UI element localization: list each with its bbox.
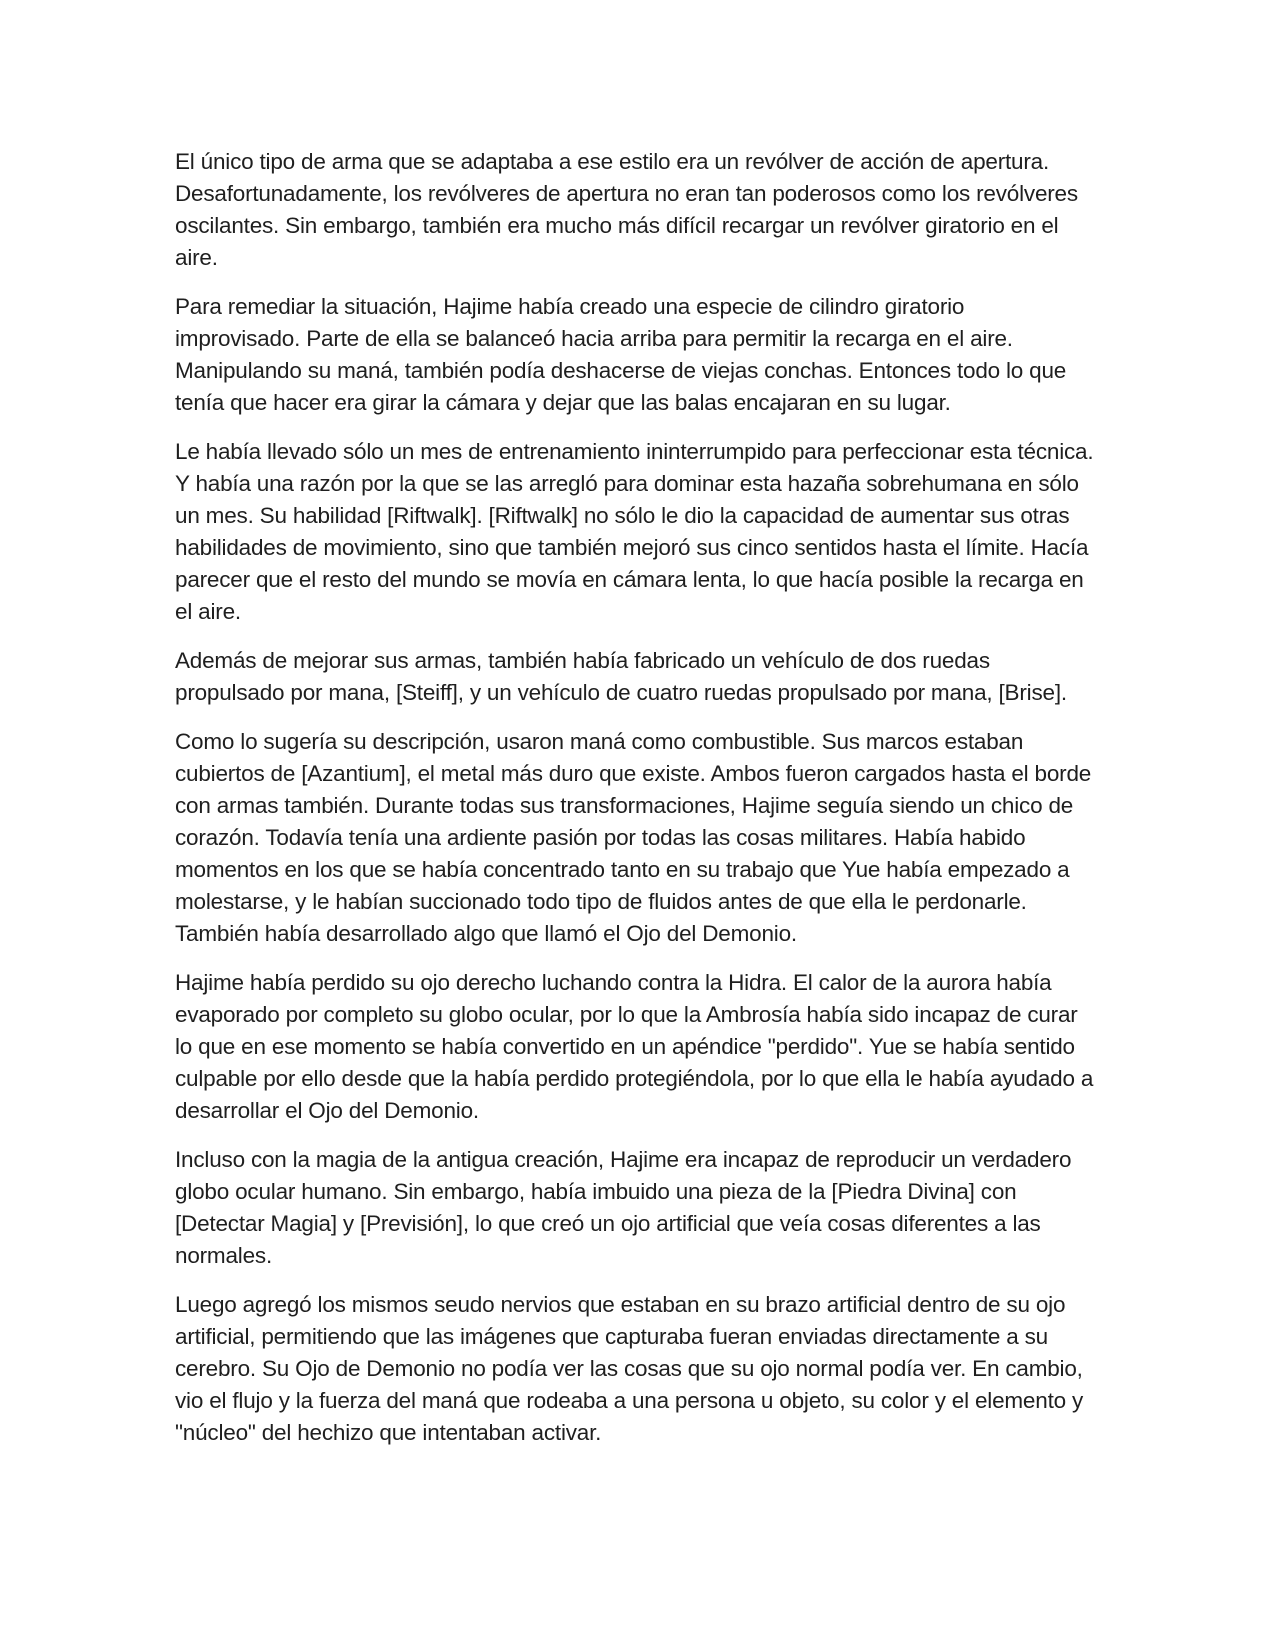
paragraph-2: Para remediar la situación, Hajime había creado una especie de cilindro giratorio improvisado. Parte de ella se balanceó hacia arriba para permitir la recarga en el aire. Manipulando su maná, también podía deshacerse de viejas conchas. Entonces todo lo que tenía que hacer era girar la cámara y dejar que las balas encajaran en su lugar. <box>175 294 1067 415</box>
paragraph-4: Además de mejorar sus armas, también había fabricado un vehículo de dos ruedas propulsado por mana, [Steiff], y un vehículo de cuatro ruedas propulsado por mana, [Brise]. <box>175 648 1067 705</box>
document-page <box>175 146 1095 1466</box>
paragraph-3: Le había llevado sólo un mes de entrenamiento ininterrumpido para perfeccionar esta técnica. Y había una razón por la que se las arregló para dominar esta hazaña sobrehumana en sólo un mes. Su habilidad [Riftwalk]. [Riftwalk] no sólo le dio la capacidad de aumentar sus otras habilidades de movimiento, sino que también mejoró sus cinco sentidos hasta el límite. Hacía parecer que el resto del mundo se movía en cámara lenta, lo que hacía posible la recarga en el aire. <box>175 439 1094 624</box>
paragraph-5: Como lo sugería su descripción, usaron maná como combustible. Sus marcos estaban cubiertos de [Azantium], el metal más duro que existe. Ambos fueron cargados hasta el borde con armas también. Durante todas sus transformaciones, Hajime seguía siendo un chico de corazón. Todavía tenía una ardiente pasión por todas las cosas militares. Había habido momentos en los que se había concentrado tanto en su trabajo que Yue había empezado a molestarse, y le habían succionado todo tipo de fluidos antes de que ella le perdonarle. También había desarrollado algo que llamó el Ojo del Demonio. <box>175 729 1092 946</box>
paragraph-1: El único tipo de arma que se adaptaba a ese estilo era un revólver de acción de apertura. Desafortunadamente, los revólveres de apertura no eran tan poderosos como los revólveres oscilantes. Sin embargo, también era mucho más difícil recargar un revólver giratorio en el aire. <box>175 149 1078 270</box>
paragraph-7: Incluso con la magia de la antigua creación, Hajime era incapaz de reproducir un verdadero globo ocular humano. Sin embargo, había imbuido una pieza de la [Piedra Divina] con [Detectar Magia] y [Previsión], lo que creó un ojo artificial que veía cosas diferentes a las normales. <box>175 1147 1072 1268</box>
paragraph-8: Luego agregó los mismos seudo nervios que estaban en su brazo artificial dentro de su ojo artificial, permitiendo que las imágenes que capturaba fueran enviadas directamente a su cerebro. Su Ojo de Demonio no podía ver las cosas que su ojo normal podía ver. En cambio, vio el flujo y la fuerza del maná que rodeaba a una persona u objeto, su color y el elemento y "núcleo" del hechizo que intentaban activar. <box>175 1292 1084 1445</box>
paragraph-6: Hajime había perdido su ojo derecho luchando contra la Hidra. El calor de la aurora había evaporado por completo su globo ocular, por lo que la Ambrosía había sido incapaz de curar lo que en ese momento se había convertido en un apéndice "perdido". Yue se había sentido culpable por ello desde que la había perdido protegiéndola, por lo que ella le había ayudado a desarrollar el Ojo del Demonio. <box>175 970 1094 1123</box>
